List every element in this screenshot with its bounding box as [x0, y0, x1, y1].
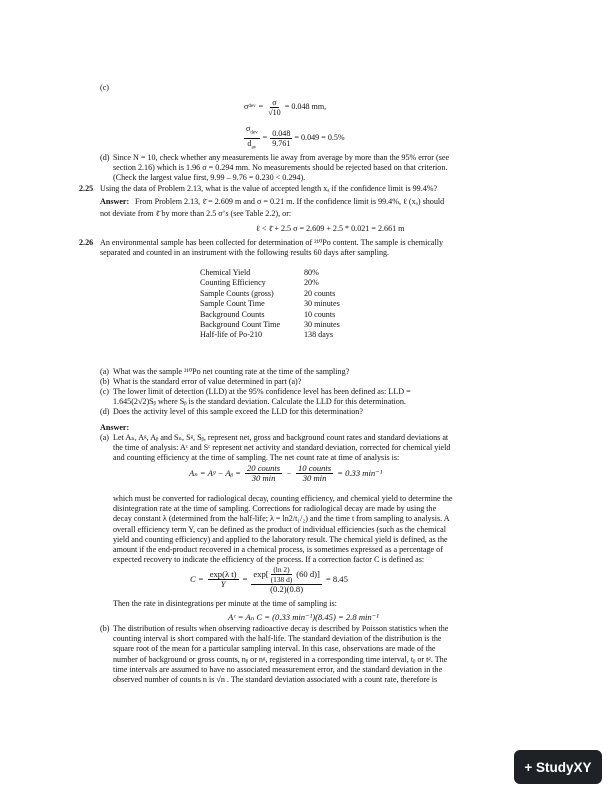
table-cell-parameter: Background Count Time [200, 320, 281, 330]
eq-an-n2: 10 counts [297, 463, 332, 473]
eq-an-frac1 [245, 464, 282, 483]
eq-c-n2a: exp[ [253, 569, 269, 579]
answer-2-25-line-1: From Problem 2.13, ℓ̄ = 2.609 m and σ = 0.21 m. If the confidence limit is 99.4%, ℓ (xₐ) should [135, 197, 445, 206]
table-cell-value: 30 minutes [304, 299, 340, 309]
table-cell-parameter: Sample Counts (gross) [200, 288, 274, 298]
question-text: The lower limit of detection (LLD) at the 95% confidence level has been defined as: LLD = [113, 387, 411, 396]
table-cell-value: 10 counts [304, 309, 336, 319]
question-label: (d) [100, 407, 110, 416]
eq2-fraction-right [270, 129, 292, 148]
eq-an-frac2 [296, 464, 333, 483]
eq-an-d1: 30 min [251, 473, 276, 483]
answer-2-25-line-2: not deviate from ℓ̄ by more than 2.5 σ’s (see Table 2.2), or: [100, 209, 292, 218]
problem-number-2-25: 2.25 [79, 184, 94, 193]
eq2-fraction-left [244, 124, 260, 152]
eq-c-n1: exp(λ t) [209, 569, 237, 579]
eq-c-lhs: C = [190, 574, 204, 585]
eq-c-d1: Y [220, 579, 226, 589]
equation-net-count-rate [189, 464, 382, 483]
problem-2-26-intro-1: An environmental sample has been collected for determination of ²¹⁰Po content. The sample is chemically [100, 238, 444, 247]
answer-b-paragraph-line: time intervals are assumed to have no associated measurement error, and the standard deviation in the [113, 664, 443, 674]
eq-c-equals: = [242, 574, 248, 585]
eq-c-frac2 [251, 565, 321, 594]
equation-sigma-dev [244, 98, 326, 117]
table-cell-value: 30 minutes [304, 320, 340, 330]
eq2-num2: 0.048 [272, 128, 291, 138]
eq-c-n2c: (60 d)] [296, 569, 320, 579]
answer-b-paragraph-line: observed number of counts n is √n . The standard deviation associated with a count rate, therefore is [113, 675, 438, 684]
part-c-label: (c) [100, 83, 109, 92]
eq1-equals: = [258, 102, 264, 112]
answer-a-line-3: and counting efficiency at the time of sampling. The net count rate at time of analysis is: [113, 453, 400, 462]
answer-b-paragraph-line: square root of the mean for a particular sampling interval. In this case, observations are made of the [113, 644, 436, 654]
answer-a-paragraph-line: which must be converted for radiological decay, counting efficiency, and chemical yield to determine the [113, 494, 453, 503]
eq-an-d2: 30 min [302, 473, 327, 483]
eq1-lhs-sub: dev [248, 104, 256, 110]
part-d-label: (d) [100, 153, 110, 162]
answer-a-paragraph-line: overall efficiency term Y, can be defined as the product of individual efficiencies (such as the chemical [113, 524, 446, 534]
answer-label-2-25: Answer: [100, 197, 130, 206]
equation-correction-factor [190, 565, 348, 594]
table-cell-parameter: Counting Efficiency [200, 278, 266, 288]
eq-c-frac1 [208, 570, 239, 589]
table-cell-value: 20% [304, 278, 319, 288]
question-text: Does the activity level of this sample exceed the LLD for this determination? [113, 407, 363, 416]
eq1-rhs: = 0.048 mm, [284, 102, 327, 112]
question-label: (b) [100, 377, 110, 386]
eq2-den: d [247, 138, 252, 148]
eq-c-d2: (0.2)(0.8) [270, 584, 304, 594]
eq1-lhs: σ [244, 102, 249, 112]
eq-an-lhs: Aₙ = Aᵍ − Aᵦ = [189, 468, 241, 479]
answer-b-paragraph-line: counting interval is short compared with the half-life. The standard deviation of the distribution is the [113, 634, 442, 644]
eq-c-inner-frac [269, 565, 295, 584]
table-cell-parameter: Sample Count Time [200, 299, 265, 309]
equation-activity-at-sampling: Aᶜ = Aₙ C = (0.33 min⁻¹)(8.45) = 2.8 min⁻¹ [228, 612, 379, 622]
answer-b-label: (b) [100, 624, 110, 633]
table-row [200, 289, 340, 299]
equation-relative-dev [244, 124, 345, 152]
answer-2-25-equation: ℓ < ℓ̄ + 2.5 σ = 2.609 + 2.5 * 0.021 = 2.661 m [256, 224, 405, 233]
eq2-den-sub: av [251, 145, 257, 151]
problem-number-2-26: 2.26 [79, 238, 94, 247]
part-d-line-3: (Check the largest value first, 9.99 – 9.76 = 0.230 < 0.294). [113, 173, 306, 182]
eq1-den: √10 [268, 108, 281, 117]
studyxy-logo: + StudyXY [514, 750, 602, 784]
question-text: What was the sample ²¹⁰Po net counting rate at the time of the sampling? [113, 367, 350, 376]
eq-an-n1: 20 counts [246, 463, 281, 473]
eq-c-inner-den: (138 d) [270, 575, 293, 584]
table-cell-value: 80% [304, 268, 319, 277]
problem-2-25-question: Using the data of Problem 2.13, what is the value of accepted length xₐ if the confidence limit is 99.4%? [100, 184, 438, 193]
part-d-line-1: Since N = 10, check whether any measurements lie away from average by more than the 95% error (see [113, 153, 450, 162]
answer-b-paragraph-line: number of background or gross counts, nᵦ or nᵍ, registered in a corresponding time interval, tᵦ or tᵍ. The [113, 654, 448, 664]
answer-a-paragraph-line: yield and counting efficiency) and applied to the laboratory result. The chemical yield is defined, as the [113, 534, 448, 544]
eq2-num: σ [246, 124, 251, 133]
answer-a-paragraph-line: decay constant λ (determined from the half-life; λ = ln2/t₁/₂) and the time t from sampling to analysis. A [113, 514, 450, 524]
table-row [200, 330, 340, 340]
eq1-num: σ [272, 98, 277, 107]
question-text: 1.645(2√2)Sᵦ where Sᵦ is the standard deviation. Calculate the LLD for this determination. [113, 397, 406, 406]
table-row [200, 320, 340, 330]
table-cell-parameter: Background Counts [200, 309, 265, 319]
part-d-line-2: section 2.16) which is 1.96 σ = 0.294 mm. No measurements should be rejected based on that criterion. [113, 163, 448, 172]
eq2-equals: = [262, 133, 268, 142]
question-label: (a) [100, 367, 109, 376]
problem-2-26-intro-2: separated and counted in an instrument with the following results 60 days after sampling. [100, 248, 390, 257]
answer-a-then: Then the rate in disintegrations per minute at the time of sampling is: [113, 599, 337, 608]
answer-label-2-26: Answer: [100, 423, 130, 432]
table-cell-value: 20 counts [304, 288, 336, 298]
eq-an-rhs: = 0.33 min⁻¹ [337, 468, 383, 479]
table-row [200, 310, 340, 320]
table-row [200, 278, 340, 288]
eq2-rhs: = 0.049 = 0.5% [294, 133, 345, 142]
eq1-fraction [266, 98, 283, 117]
eq-c-rhs: = 8.45 [325, 574, 348, 585]
table-row [200, 299, 340, 309]
eq2-den2: 9.761 [272, 138, 291, 148]
answer-a-paragraph-line: amount if the end-product recovered in a chemical process, is sometimes expressed as a percentage of [113, 545, 443, 554]
eq-c-inner-num: (ln 2) [273, 565, 290, 574]
table-cell-parameter: Chemical Yield [200, 268, 251, 277]
answer-a-line-1: Let Aₙ, Aᵍ, Aᵦ and Sₙ, Sᵍ, Sᵦ, represent net, gross and background count rates and standard deviations at [113, 433, 449, 442]
table-cell-value: 138 days [304, 330, 333, 340]
answer-a-paragraph-line: disintegration rate at the time of sampling. Corrections for radiological decay are made by using the [113, 504, 437, 514]
answer-a-line-2: the time of analysis: Aᶜ and Sᶜ represent net activity and standard deviation, corrected for chemical yield [113, 443, 451, 452]
sample-data-table [200, 268, 340, 341]
table-cell-parameter: Half-life of Po-210 [200, 330, 263, 340]
answer-b-paragraph-line: The distribution of results when observing radioactive decay is described by Poisson statistics when the [113, 624, 449, 633]
eq2-num-sub: dev [250, 130, 258, 136]
question-label: (c) [100, 387, 109, 396]
eq-an-minus: − [286, 468, 292, 479]
question-text: What is the standard error of value determined in part (a)? [113, 377, 302, 386]
table-row [200, 268, 340, 278]
answer-a-label: (a) [100, 433, 109, 442]
answer-a-paragraph-line: expected recovery to indicate the efficiency of the process. If a correction factor C is defined as: [113, 555, 425, 565]
